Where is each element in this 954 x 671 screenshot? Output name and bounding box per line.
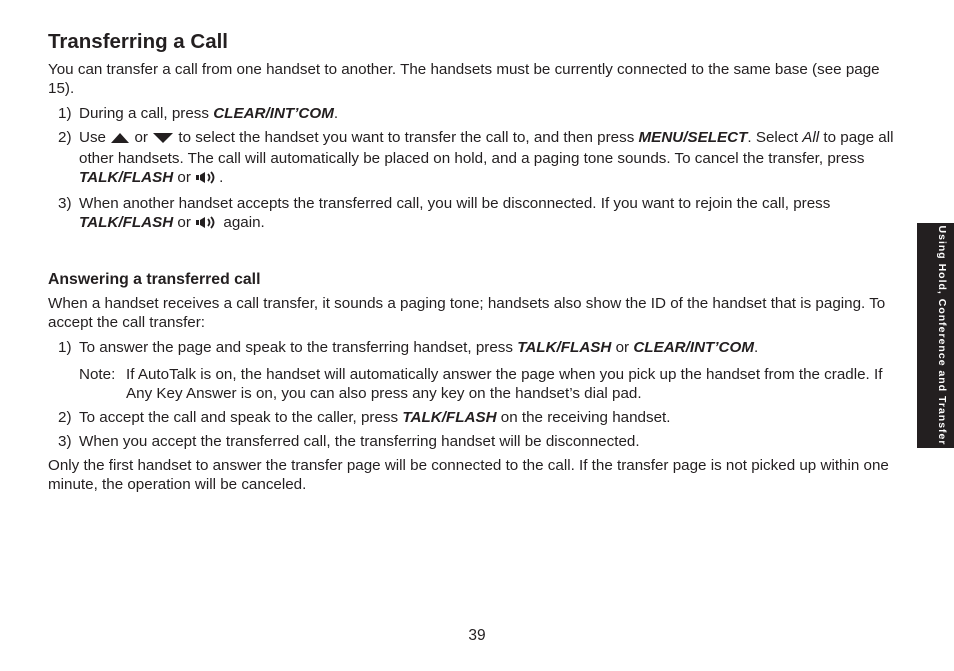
step-text: . Select: [747, 129, 803, 146]
step-text: To accept the call and speak to the caller, press: [79, 409, 403, 426]
note-block: [48, 365, 904, 403]
list-item: [48, 338, 904, 357]
step-text: on the receiving handset.: [496, 409, 671, 426]
step-number: 2): [58, 129, 72, 146]
option-label: All: [802, 129, 820, 146]
step-text: To answer the page and speak to the transferring handset, press: [79, 339, 518, 356]
key-label: TALK/FLASH: [79, 214, 174, 231]
step-text: or: [130, 129, 153, 146]
key-label: MENU/SELECT: [638, 129, 748, 146]
down-arrow-icon: [152, 130, 174, 149]
page-title: Transferring a Call: [48, 30, 229, 53]
note-label: Note:: [79, 366, 116, 383]
step-text: to page all other handsets. The call will automatically be placed on hold, and a paging tone sounds. To cancel the transfer, press: [79, 129, 894, 167]
step-text: or: [173, 214, 196, 231]
step-number: 1): [58, 339, 72, 356]
step-text: .: [754, 339, 759, 356]
key-label: CLEAR/INT’COM: [633, 339, 754, 356]
side-tab-label: Using Hold, Conference and Transfer: [936, 225, 948, 446]
step-text: again.: [219, 214, 265, 231]
list-item: [48, 128, 904, 189]
step-text: or: [173, 169, 196, 186]
key-label: TALK/FLASH: [79, 169, 174, 186]
step-text: Use: [79, 129, 111, 146]
key-label: TALK/FLASH: [402, 409, 497, 426]
list-item: [48, 104, 904, 123]
up-arrow-icon: [110, 130, 130, 149]
list-item: [48, 408, 904, 427]
speaker-icon: [195, 215, 219, 234]
step-text: .: [219, 169, 224, 186]
step-text: .: [333, 105, 339, 122]
answer-steps-continued: [48, 408, 904, 451]
key-label: TALK/FLASH: [517, 339, 612, 356]
speaker-icon: [195, 170, 219, 189]
page-content: [48, 30, 904, 494]
step-text: or: [611, 339, 634, 356]
step-number: 1): [58, 105, 72, 122]
step-number: 2): [58, 409, 72, 426]
step-number: 3): [58, 433, 72, 450]
step-number: 3): [58, 195, 72, 212]
list-item: [48, 194, 904, 234]
step-text: During a call, press: [79, 105, 214, 122]
intro-paragraph: You can transfer a call from one handset to another. The handsets must be currently connected to the same base (see page 15).: [48, 61, 880, 97]
closing-paragraph: Only the first handset to answer the transfer page will be connected to the call. If the transfer page is not picked up within one minute, the operation will be canceled.: [48, 457, 889, 493]
step-text: When another handset accepts the transferred call, you will be disconnected. If you want to rejoin the call, press: [79, 195, 831, 212]
list-item: [48, 432, 904, 451]
key-label: CLEAR/INT’COM: [213, 105, 334, 122]
page-number: 39: [468, 627, 486, 644]
section-intro: When a handset receives a call transfer, it sounds a paging tone; handsets also show the ID of the handset that is paging. To accept the call transfer:: [48, 295, 886, 331]
step-text: When you accept the transferred call, the transferring handset will be disconnected.: [79, 433, 640, 450]
transfer-steps: [48, 104, 904, 234]
step-text: to select the handset you want to transfer the call to, and then press: [174, 129, 639, 146]
section-spacer: [48, 239, 904, 270]
side-tab: [917, 223, 954, 448]
section-heading: Answering a transferred call: [48, 271, 261, 288]
note-text: If AutoTalk is on, the handset will automatically answer the page when you pick up the handset from the cradle. If Any Key Answer is on, you can also press any key on the handset’s dial pad.: [126, 366, 883, 402]
answer-steps: [48, 338, 904, 357]
